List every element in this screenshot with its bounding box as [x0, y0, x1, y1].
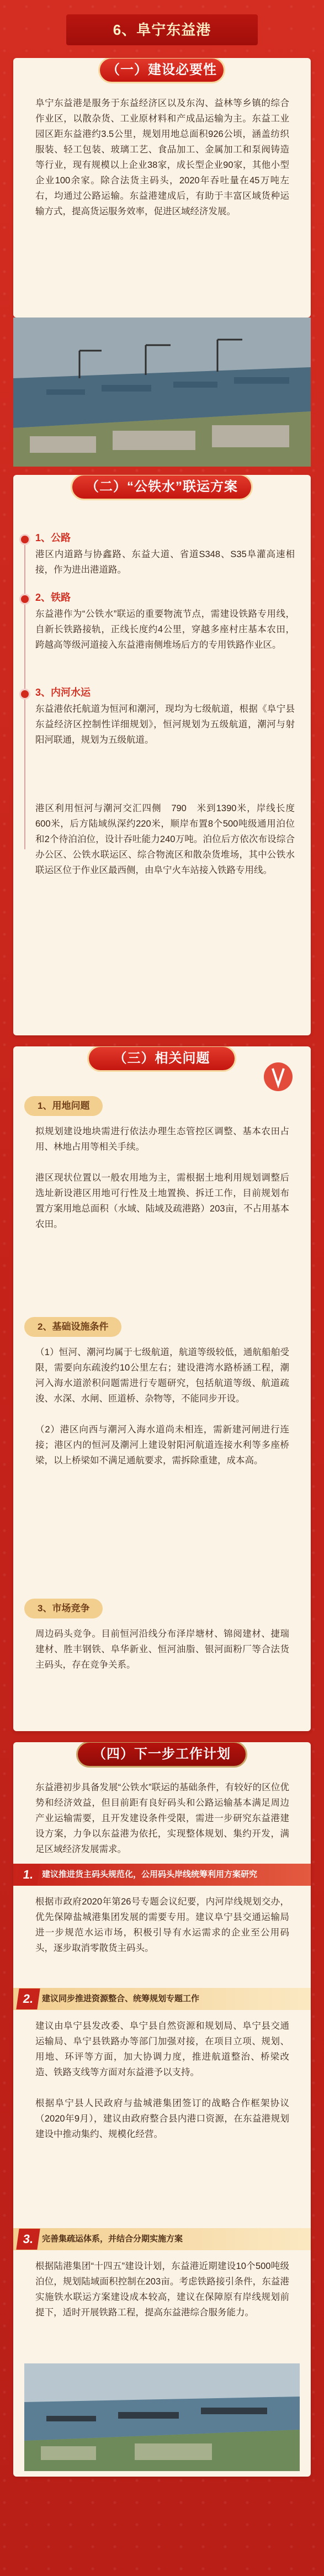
section-title-issues: （三）相关问题	[87, 1046, 236, 1072]
item-body-layout: 港区利用恒河与潮河交汇四侧 790 米到1390米，岸线长度600米，后方陆域纵深约220米，顺岸布置8个500吨级通用泊位和2个待泊泊位，设计吞吐能力240万吨。泊位后方依次布设综合办公区、公铁水联运区、综合物流区和散杂货堆场，其中公铁水联运区位于作业区最西侧，由阜宁火车站接入铁路专用线。	[35, 803, 295, 875]
section-title-plan: （四）下一步工作计划	[76, 1742, 247, 1768]
step-number-3: 3.	[16, 2229, 40, 2250]
timeline-dot	[21, 690, 29, 698]
step-number-1: 1.	[16, 1864, 40, 1885]
step-body-1: 根据市政府2020年第26号专题会议纪要，内河岸线规划交办，优先保障盐城港集团发展的需要专用。建议阜宁县交通运输局进一步规范水运市场，积极引导有水运需求的企业至公用码头，逐步取消零散货主码头。	[35, 1897, 289, 1953]
page-title: 6、阜宁东益港	[113, 22, 211, 38]
step-head-3: 完善集疏运体系，并结合分期实施方案	[13, 2228, 311, 2250]
timeline-dot	[21, 595, 29, 603]
plan-card	[13, 1742, 311, 2477]
issues-card	[13, 1046, 311, 1731]
port-aerial-photo	[13, 318, 311, 467]
issue-body-market: 周边码头竞争。目前恒河沿线分布泽岸塘材、锦阅建材、捷瑞建材、胜丰钢铁、阜华新业、恒河油脂、银河面粉厂等合法货主码头，存在竞争关系。	[35, 1629, 289, 1670]
step-number-2: 2.	[16, 1988, 40, 2009]
issue-body-infra: （1）恒河、潮河均属于七级航道，航道等级较低，通航船舶受限，需要向东疏浚约10公里左右；建设港湾水路桥涵工程，潮河入海水道淤积问题需进行专题研究，包括航道等级、航道疏浚、水深、水闸、匝道桥、杂物等，不能同步开设。 （2）港区向西与潮河入海水道尚未相连，需新建河闸进行连接；港区内的恒河及潮河上建设射阳河航道连接水利等多座桥梁，以上桥梁如不满足通航要求，需拆除重建，成本高。	[35, 1347, 289, 1466]
necessity-body: 阜宁东益港是服务于东益经济区以及东沟、益林等乡镇的综合作业区，以散杂货、工业原材料和产成品运输为主。东益工业园区距东益港约3.5公里，规划用地总面积926公顷，涵盖纺织服装、轻工包装、玻璃工艺、食品加工、金属加工和泵阀铸造等行业，现有规模以上企业38家，成长型企业90家，其他小型企业100余家。除合法货主码头，2020年吞吐量在45万吨左右，均通过公路运输。东益港建成后，有助于丰富区域货种运输方式，提高货运服务效率，促进区域经济发展。	[35, 98, 289, 216]
decorative-ribbon-icon	[256, 1057, 300, 1096]
necessity-card	[13, 58, 311, 318]
item-body-road: 港区内道路与协鑫路、东益大道、省道S348、S35阜灌高速相接，作为进出港道路。	[35, 549, 295, 575]
issue-body-land: 拟规划建设地块需进行依法办理生态管控区调整、基本农田占用、林地占用等相关手续。 港区现状位置以一般农用地为主，需根据土地利用规划调整后选址新设港区用地可行性及土地置换、拆迁工作，目前规划布置方案用地总面积（水域、陆域及疏港路）203亩，不占用基本农田。	[35, 1126, 289, 1229]
step-head-1: 建议推进货主码头规范化，公用码头岸线统筹利用方案研究	[13, 1864, 311, 1886]
page-title-banner	[66, 14, 258, 45]
section-title-necessity: （一）建设必要性	[98, 58, 225, 83]
item-head-water: 3、内河水运	[35, 687, 91, 698]
timeline-dot	[21, 536, 29, 543]
item-body-rail: 东益港作为“公铁水”联运的重要物流节点，需建设铁路专用线，自新长铁路接轨，正线长度约4公里，穿越多座村庄基本农田，跨越高等级河道接入东益港南侧堆场后方的专用铁路作业区。	[35, 609, 295, 650]
item-head-rail: 2、铁路	[35, 592, 71, 603]
issue-head-land: 1、用地问题	[24, 1096, 103, 1116]
step-body-3: 根据陆港集团“十四五”建设计划，东益港近期建设10个500吨级泊位，规划陆域面积控制在203亩。考虑铁路接引条件，东益港实施铁水联运方案建设成本较高，建议在保障原有岸线规划前提下，适时开展铁路工程，提高东益港综合服务能力。	[35, 2261, 289, 2318]
item-body-water: 东益港依托航道为恒河和潮河，现均为七级航道，根据《阜宁县东益经济区控制性详细规划》，恒河规划为五级航道，潮河与射阳河联通，规划为五级航道。	[35, 704, 295, 745]
issue-head-infra: 2、基础设施条件	[24, 1317, 121, 1337]
section-title-intermodal: （二）“公铁水”联运方案	[71, 475, 253, 500]
item-head-road: 1、公路	[35, 532, 71, 543]
step-body-2: 建议由阜宁县发改委、阜宁县自然资源和规划局、阜宁县交通运输局、阜宁县铁路办等部门加强对接，在项目立项、规划、用地、环评等方面，加大协调力度，推进航道整治、桥梁改造、铁路支线等方面对东益港予以支持。 根据阜宁县人民政府与盐城港集团签订的战略合作框架协议（2020年9月），建议由政府整合县内港口资源，在东益港规划建设中推动集约、规模化经营。	[35, 2021, 289, 2139]
plan-intro: 东益港初步具备发展“公铁水”联运的基础条件，有较好的区位优势和经济效益，但目前距有良好码头和公路运输基本满足周边产业运输需要，且开发建设条件受限，需进一步研究东益港建设方案，力争以东益港为依托，实现整体规划、集约开发，满足区域经济发展需求。	[35, 1782, 289, 1854]
intermodal-card	[13, 475, 311, 1035]
river-photo	[24, 2363, 300, 2471]
step-head-2: 建议同步推进资源整合、统筹规划专题工作	[13, 1988, 311, 2010]
issue-head-market: 3、市场竞争	[24, 1599, 103, 1618]
